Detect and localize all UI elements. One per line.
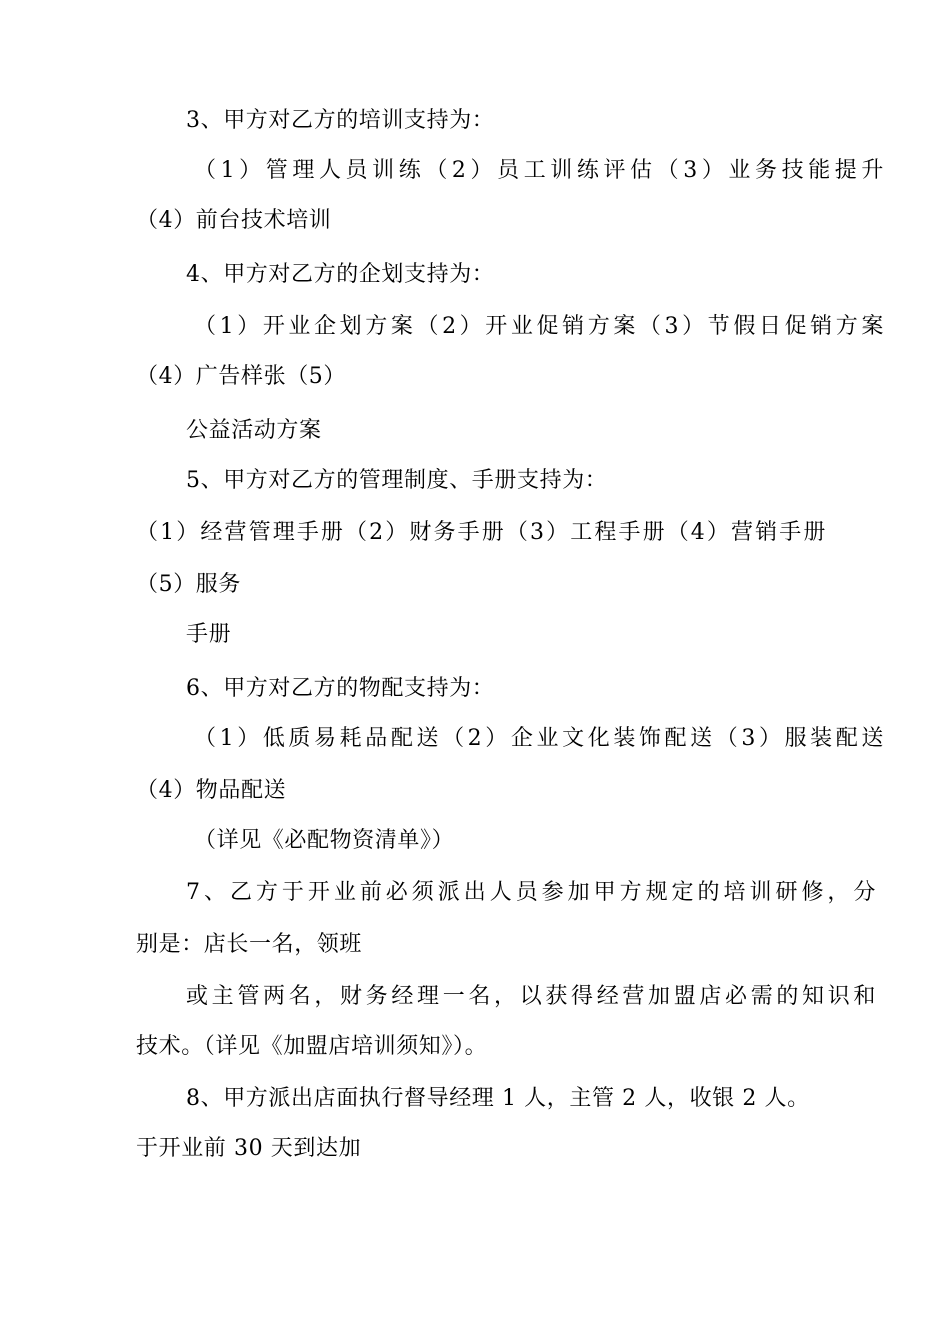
clause-3-items-line-1: （1）管理人员训练（2）员工训练评估（3）业务技能提升: [194, 158, 884, 183]
clause-7-line-4: 技术。（详见《加盟店培训须知》）。: [136, 1034, 488, 1059]
clause-5-items-line-1: （1）经营管理手册（2）财务手册（3）工程手册（4）营销手册: [136, 520, 826, 545]
clause-4-items-line-3: 公益活动方案: [186, 418, 322, 443]
clause-4-items-line-1: （1）开业企划方案（2）开业促销方案（3）节假日促销方案: [194, 314, 884, 339]
clause-6-items-line-1: （1）低质易耗品配送（2）企业文化装饰配送（3）服装配送: [194, 726, 884, 751]
clause-4-heading: 4、甲方对乙方的企划支持为：: [186, 262, 495, 287]
clause-7-line-1: 7、乙方于开业前必须派出人员参加甲方规定的培训研修，分: [186, 880, 876, 905]
clause-5-items-line-3: 手册: [186, 622, 232, 647]
clause-5-heading: 5、甲方对乙方的管理制度、手册支持为：: [186, 468, 608, 493]
clause-5-items-line-2: （5）服务: [136, 572, 241, 597]
clause-6-heading: 6、甲方对乙方的物配支持为：: [186, 676, 495, 701]
clause-8-line-1: 8、甲方派出店面执行督导经理 1 人，主管 2 人，收银 2 人。: [186, 1086, 810, 1111]
clause-6-items-line-2: （4）物品配送: [136, 778, 287, 803]
clause-3-heading: 3、甲方对乙方的培训支持为：: [186, 108, 495, 133]
clause-7-line-2: 别是：店长一名，领班: [136, 932, 363, 957]
clause-8-line-2: 于开业前 30 天到达加: [136, 1136, 362, 1161]
clause-3-items-line-2: （4）前台技术培训: [136, 208, 332, 233]
clause-7-line-3: 或主管两名，财务经理一名，以获得经营加盟店必需的知识和: [186, 984, 876, 1009]
clause-4-items-line-2: （4）广告样张（5）: [136, 364, 346, 389]
clause-6-reference: （详见《必配物资清单》）: [194, 828, 455, 853]
